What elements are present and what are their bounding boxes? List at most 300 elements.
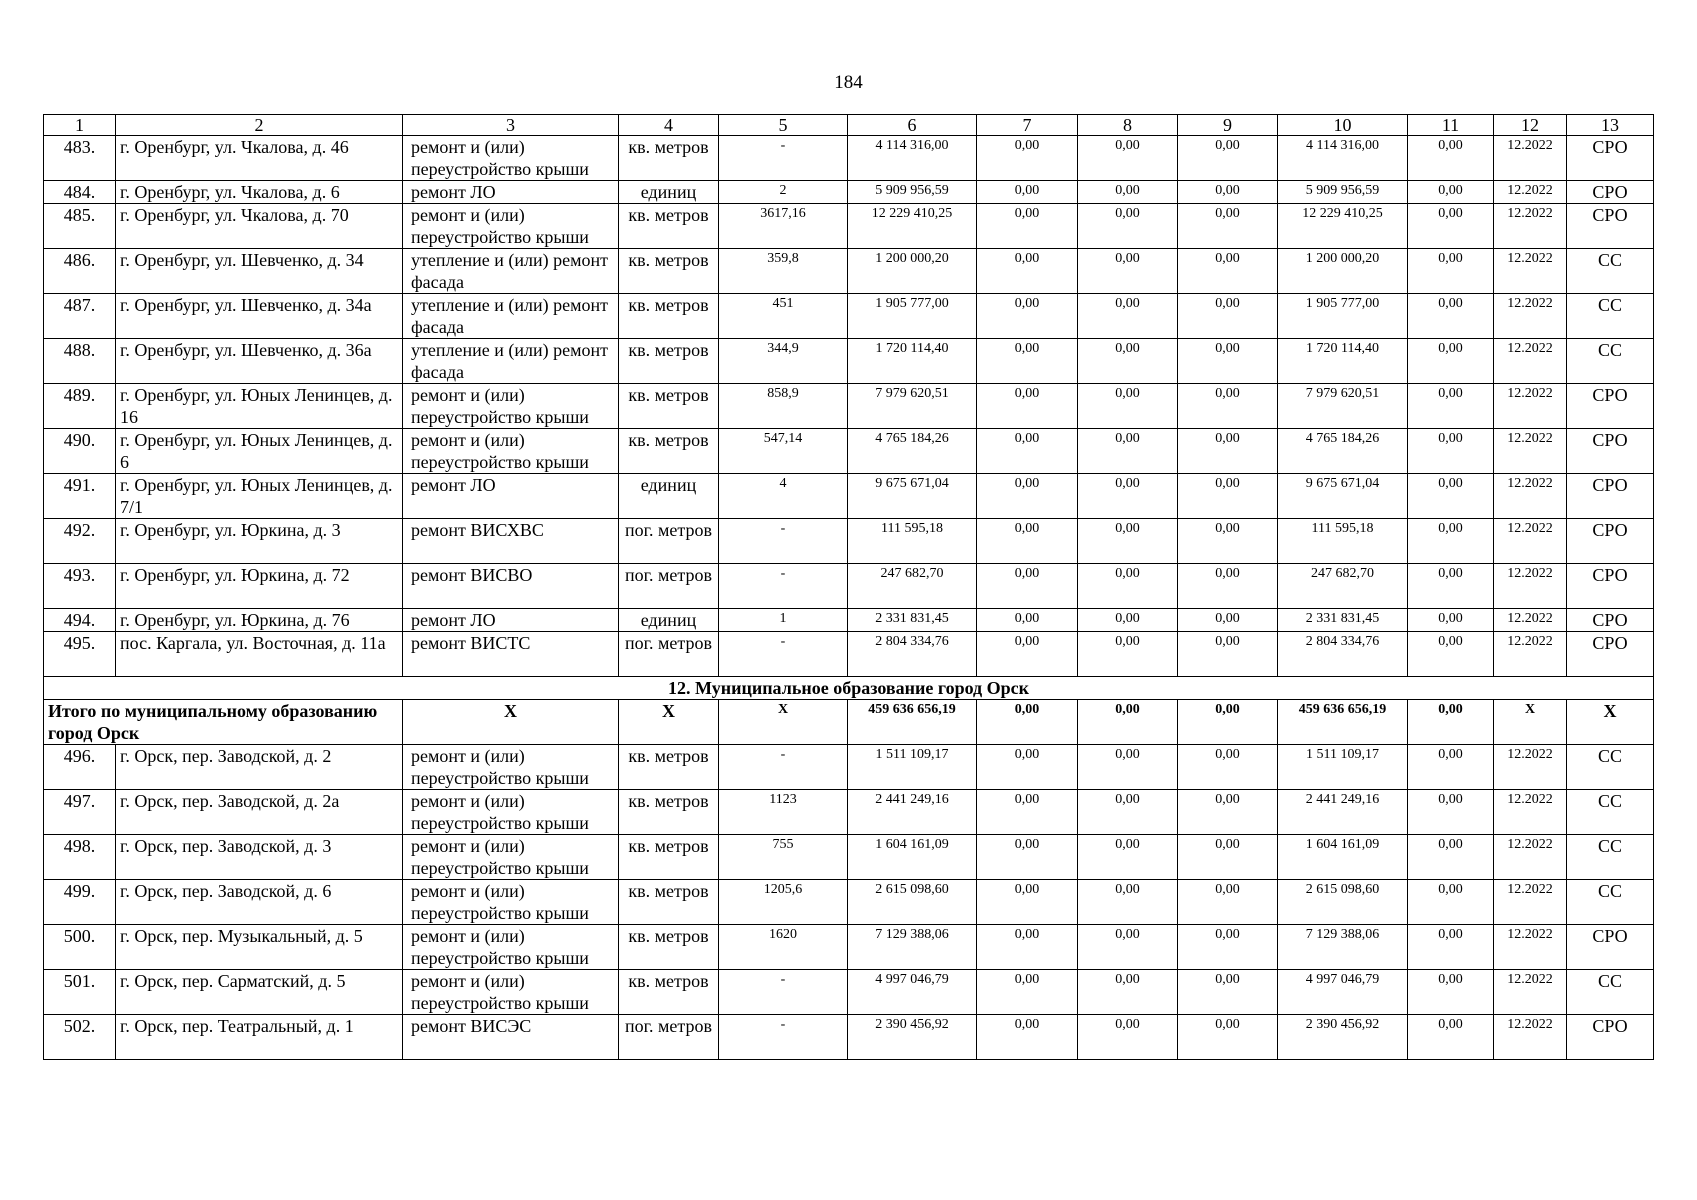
deadline-cell: 12.2022 (1494, 204, 1567, 249)
quantity-cell: 858,9 (719, 384, 848, 429)
work-type-cell: ремонт ВИСВО (403, 564, 619, 609)
value-cell: 0,00 (977, 474, 1078, 519)
address-cell: г. Орск, пер. Заводской, д. 2а (116, 790, 403, 835)
value-cell: 0,00 (1178, 204, 1278, 249)
value-cell: 0,00 (977, 632, 1078, 677)
cost-cell: 1 200 000,20 (1278, 249, 1408, 294)
work-type-cell: ремонт и (или) переустройство крыши (403, 790, 619, 835)
value-cell: 0,00 (1178, 429, 1278, 474)
total-row (44, 700, 1654, 745)
quantity-cell: 359,8 (719, 249, 848, 294)
address-cell: г. Оренбург, ул. Шевченко, д. 34а (116, 294, 403, 339)
cost-cell: 1 604 161,09 (1278, 835, 1408, 880)
cost-cell: 1 905 777,00 (1278, 294, 1408, 339)
cost-cell: 1 511 109,17 (848, 745, 977, 790)
quantity-cell: 4 (719, 474, 848, 519)
value-cell: 0,00 (1178, 294, 1278, 339)
row-number-cell: 494. (44, 609, 116, 632)
quantity-cell: 451 (719, 294, 848, 339)
value-cell: 0,00 (1408, 835, 1494, 880)
value-cell: 0,00 (1178, 384, 1278, 429)
total-label: Итого по муниципальному образованию город Орск (44, 700, 403, 745)
value-cell: 0,00 (977, 835, 1078, 880)
total-cell: 459 636 656,19 (1278, 700, 1408, 745)
table-row (44, 294, 1654, 339)
value-cell: 0,00 (1178, 249, 1278, 294)
value-cell: 0,00 (1408, 609, 1494, 632)
address-cell: г. Орск, пер. Театральный, д. 1 (116, 1015, 403, 1060)
section-heading-row (44, 677, 1654, 700)
total-cell: X (403, 700, 619, 745)
quantity-cell: 1 (719, 609, 848, 632)
column-number: 1 (44, 115, 116, 136)
deadline-cell: 12.2022 (1494, 136, 1567, 181)
method-cell: СРО (1567, 519, 1654, 564)
work-type-cell: ремонт и (или) переустройство крыши (403, 384, 619, 429)
quantity-cell: - (719, 519, 848, 564)
quantity-cell: 344,9 (719, 339, 848, 384)
value-cell: 0,00 (1078, 474, 1178, 519)
cost-cell: 4 765 184,26 (848, 429, 977, 474)
value-cell: 0,00 (1408, 294, 1494, 339)
table-row (44, 474, 1654, 519)
value-cell: 0,00 (1408, 429, 1494, 474)
deadline-cell: 12.2022 (1494, 294, 1567, 339)
unit-cell: кв. метров (619, 429, 719, 474)
quantity-cell: - (719, 1015, 848, 1060)
cost-cell: 12 229 410,25 (848, 204, 977, 249)
value-cell: 0,00 (1078, 1015, 1178, 1060)
deadline-cell: 12.2022 (1494, 249, 1567, 294)
column-number: 4 (619, 115, 719, 136)
cost-cell: 7 979 620,51 (848, 384, 977, 429)
method-cell: СРО (1567, 474, 1654, 519)
cost-cell: 7 129 388,06 (1278, 925, 1408, 970)
value-cell: 0,00 (977, 970, 1078, 1015)
method-cell: СРО (1567, 609, 1654, 632)
value-cell: 0,00 (1408, 136, 1494, 181)
deadline-cell: 12.2022 (1494, 429, 1567, 474)
quantity-cell: - (719, 136, 848, 181)
table-row (44, 249, 1654, 294)
total-cell: 0,00 (1178, 700, 1278, 745)
method-cell: СРО (1567, 384, 1654, 429)
method-cell: СРО (1567, 564, 1654, 609)
method-cell: СРО (1567, 925, 1654, 970)
address-cell: г. Орск, пер. Сарматский, д. 5 (116, 970, 403, 1015)
cost-cell: 4 765 184,26 (1278, 429, 1408, 474)
address-cell: г. Оренбург, ул. Юркина, д. 72 (116, 564, 403, 609)
cost-cell: 5 909 956,59 (1278, 181, 1408, 204)
method-cell: СРО (1567, 204, 1654, 249)
address-cell: г. Орск, пер. Заводской, д. 6 (116, 880, 403, 925)
cost-cell: 2 331 831,45 (1278, 609, 1408, 632)
row-number-cell: 491. (44, 474, 116, 519)
row-number-cell: 497. (44, 790, 116, 835)
value-cell: 0,00 (977, 249, 1078, 294)
column-number: 10 (1278, 115, 1408, 136)
total-cell: X (1494, 700, 1567, 745)
table-row (44, 204, 1654, 249)
cost-cell: 111 595,18 (1278, 519, 1408, 564)
quantity-cell: 1205,6 (719, 880, 848, 925)
column-number: 6 (848, 115, 977, 136)
unit-cell: единиц (619, 609, 719, 632)
value-cell: 0,00 (977, 339, 1078, 384)
quantity-cell: - (719, 970, 848, 1015)
table-row (44, 339, 1654, 384)
value-cell: 0,00 (977, 609, 1078, 632)
unit-cell: кв. метров (619, 204, 719, 249)
address-cell: пос. Каргала, ул. Восточная, д. 11а (116, 632, 403, 677)
value-cell: 0,00 (977, 925, 1078, 970)
unit-cell: кв. метров (619, 880, 719, 925)
cost-cell: 111 595,18 (848, 519, 977, 564)
row-number-cell: 498. (44, 835, 116, 880)
value-cell: 0,00 (977, 564, 1078, 609)
table-row (44, 181, 1654, 204)
table-row (44, 745, 1654, 790)
value-cell: 0,00 (1178, 181, 1278, 204)
row-number-cell: 501. (44, 970, 116, 1015)
column-number: 13 (1567, 115, 1654, 136)
cost-cell: 247 682,70 (1278, 564, 1408, 609)
value-cell: 0,00 (1178, 609, 1278, 632)
deadline-cell: 12.2022 (1494, 339, 1567, 384)
method-cell: СРО (1567, 181, 1654, 204)
column-number: 8 (1078, 115, 1178, 136)
repair-schedule-table (43, 114, 1654, 1060)
deadline-cell: 12.2022 (1494, 925, 1567, 970)
value-cell: 0,00 (1078, 880, 1178, 925)
row-number-cell: 484. (44, 181, 116, 204)
cost-cell: 7 979 620,51 (1278, 384, 1408, 429)
cost-cell: 1 200 000,20 (848, 249, 977, 294)
value-cell: 0,00 (1078, 925, 1178, 970)
value-cell: 0,00 (977, 519, 1078, 564)
work-type-cell: ремонт и (или) переустройство крыши (403, 835, 619, 880)
unit-cell: кв. метров (619, 745, 719, 790)
row-number-cell: 488. (44, 339, 116, 384)
row-number-cell: 490. (44, 429, 116, 474)
row-number-cell: 485. (44, 204, 116, 249)
work-type-cell: ремонт и (или) переустройство крыши (403, 970, 619, 1015)
row-number-cell: 487. (44, 294, 116, 339)
address-cell: г. Оренбург, ул. Юркина, д. 3 (116, 519, 403, 564)
value-cell: 0,00 (1078, 564, 1178, 609)
quantity-cell: - (719, 632, 848, 677)
value-cell: 0,00 (1078, 429, 1178, 474)
address-cell: г. Оренбург, ул. Юных Ленинцев, д. 6 (116, 429, 403, 474)
table-row (44, 970, 1654, 1015)
cost-cell: 2 441 249,16 (848, 790, 977, 835)
value-cell: 0,00 (1178, 745, 1278, 790)
quantity-cell: 3617,16 (719, 204, 848, 249)
cost-cell: 2 441 249,16 (1278, 790, 1408, 835)
row-number-cell: 495. (44, 632, 116, 677)
column-number: 5 (719, 115, 848, 136)
value-cell: 0,00 (1078, 339, 1178, 384)
method-cell: СС (1567, 835, 1654, 880)
value-cell: 0,00 (1178, 564, 1278, 609)
unit-cell: кв. метров (619, 384, 719, 429)
unit-cell: единиц (619, 474, 719, 519)
quantity-cell: 755 (719, 835, 848, 880)
method-cell: СС (1567, 790, 1654, 835)
cost-cell: 4 114 316,00 (1278, 136, 1408, 181)
work-type-cell: ремонт ЛО (403, 181, 619, 204)
value-cell: 0,00 (1408, 339, 1494, 384)
value-cell: 0,00 (1078, 745, 1178, 790)
address-cell: г. Оренбург, ул. Чкалова, д. 46 (116, 136, 403, 181)
value-cell: 0,00 (1408, 970, 1494, 1015)
value-cell: 0,00 (1408, 1015, 1494, 1060)
value-cell: 0,00 (977, 429, 1078, 474)
address-cell: г. Оренбург, ул. Шевченко, д. 36а (116, 339, 403, 384)
method-cell: СС (1567, 294, 1654, 339)
quantity-cell: 2 (719, 181, 848, 204)
address-cell: г. Оренбург, ул. Чкалова, д. 6 (116, 181, 403, 204)
quantity-cell: 1620 (719, 925, 848, 970)
column-number: 3 (403, 115, 619, 136)
address-cell: г. Оренбург, ул. Шевченко, д. 34 (116, 249, 403, 294)
method-cell: СРО (1567, 429, 1654, 474)
page-number: 184 (834, 72, 863, 93)
work-type-cell: ремонт и (или) переустройство крыши (403, 745, 619, 790)
value-cell: 0,00 (1078, 790, 1178, 835)
deadline-cell: 12.2022 (1494, 474, 1567, 519)
deadline-cell: 12.2022 (1494, 970, 1567, 1015)
unit-cell: пог. метров (619, 1015, 719, 1060)
quantity-cell: 547,14 (719, 429, 848, 474)
value-cell: 0,00 (1078, 835, 1178, 880)
work-type-cell: ремонт ВИСЭС (403, 1015, 619, 1060)
value-cell: 0,00 (977, 136, 1078, 181)
table-row (44, 564, 1654, 609)
cost-cell: 1 511 109,17 (1278, 745, 1408, 790)
value-cell: 0,00 (1178, 136, 1278, 181)
row-number-cell: 492. (44, 519, 116, 564)
table-row (44, 384, 1654, 429)
deadline-cell: 12.2022 (1494, 632, 1567, 677)
cost-cell: 7 129 388,06 (848, 925, 977, 970)
work-type-cell: ремонт ВИСТС (403, 632, 619, 677)
value-cell: 0,00 (1178, 790, 1278, 835)
unit-cell: кв. метров (619, 339, 719, 384)
unit-cell: единиц (619, 181, 719, 204)
value-cell: 0,00 (977, 204, 1078, 249)
value-cell: 0,00 (1408, 181, 1494, 204)
cost-cell: 247 682,70 (848, 564, 977, 609)
value-cell: 0,00 (1408, 474, 1494, 519)
cost-cell: 4 114 316,00 (848, 136, 977, 181)
table-row (44, 880, 1654, 925)
address-cell: г. Оренбург, ул. Юркина, д. 76 (116, 609, 403, 632)
work-type-cell: ремонт ЛО (403, 609, 619, 632)
row-number-cell: 502. (44, 1015, 116, 1060)
address-cell: г. Оренбург, ул. Юных Ленинцев, д. 7/1 (116, 474, 403, 519)
value-cell: 0,00 (1178, 880, 1278, 925)
value-cell: 0,00 (1178, 519, 1278, 564)
address-cell: г. Орск, пер. Заводской, д. 3 (116, 835, 403, 880)
value-cell: 0,00 (1408, 384, 1494, 429)
unit-cell: кв. метров (619, 294, 719, 339)
unit-cell: пог. метров (619, 564, 719, 609)
value-cell: 0,00 (1408, 519, 1494, 564)
cost-cell: 2 615 098,60 (1278, 880, 1408, 925)
deadline-cell: 12.2022 (1494, 1015, 1567, 1060)
unit-cell: пог. метров (619, 519, 719, 564)
table-row (44, 925, 1654, 970)
value-cell: 0,00 (1078, 384, 1178, 429)
value-cell: 0,00 (1408, 204, 1494, 249)
unit-cell: кв. метров (619, 835, 719, 880)
table-row (44, 519, 1654, 564)
total-cell: 0,00 (1078, 700, 1178, 745)
work-type-cell: ремонт ВИСХВС (403, 519, 619, 564)
table-row (44, 632, 1654, 677)
work-type-cell: ремонт ЛО (403, 474, 619, 519)
address-cell: г. Орск, пер. Заводской, д. 2 (116, 745, 403, 790)
value-cell: 0,00 (1178, 474, 1278, 519)
value-cell: 0,00 (1178, 835, 1278, 880)
table-row (44, 136, 1654, 181)
table-row (44, 790, 1654, 835)
work-type-cell: утепление и (или) ремонт фасада (403, 339, 619, 384)
unit-cell: кв. метров (619, 790, 719, 835)
column-number-row (44, 115, 1654, 136)
unit-cell: кв. метров (619, 136, 719, 181)
method-cell: СРО (1567, 136, 1654, 181)
deadline-cell: 12.2022 (1494, 609, 1567, 632)
value-cell: 0,00 (1408, 925, 1494, 970)
value-cell: 0,00 (1078, 294, 1178, 339)
total-cell: 0,00 (1408, 700, 1494, 745)
value-cell: 0,00 (1408, 249, 1494, 294)
deadline-cell: 12.2022 (1494, 790, 1567, 835)
cost-cell: 5 909 956,59 (848, 181, 977, 204)
total-cell: 459 636 656,19 (848, 700, 977, 745)
value-cell: 0,00 (1078, 970, 1178, 1015)
row-number-cell: 500. (44, 925, 116, 970)
value-cell: 0,00 (977, 745, 1078, 790)
total-cell: X (1567, 700, 1654, 745)
value-cell: 0,00 (1078, 249, 1178, 294)
row-number-cell: 483. (44, 136, 116, 181)
cost-cell: 4 997 046,79 (848, 970, 977, 1015)
table-row (44, 1015, 1654, 1060)
work-type-cell: ремонт и (или) переустройство крыши (403, 880, 619, 925)
value-cell: 0,00 (977, 181, 1078, 204)
column-number: 11 (1408, 115, 1494, 136)
value-cell: 0,00 (1078, 204, 1178, 249)
work-type-cell: ремонт и (или) переустройство крыши (403, 429, 619, 474)
work-type-cell: ремонт и (или) переустройство крыши (403, 136, 619, 181)
row-number-cell: 493. (44, 564, 116, 609)
value-cell: 0,00 (1178, 925, 1278, 970)
cost-cell: 2 390 456,92 (848, 1015, 977, 1060)
unit-cell: кв. метров (619, 970, 719, 1015)
row-number-cell: 496. (44, 745, 116, 790)
address-cell: г. Оренбург, ул. Юных Ленинцев, д. 16 (116, 384, 403, 429)
table-row (44, 835, 1654, 880)
deadline-cell: 12.2022 (1494, 745, 1567, 790)
cost-cell: 2 804 334,76 (848, 632, 977, 677)
quantity-cell: - (719, 564, 848, 609)
value-cell: 0,00 (1408, 745, 1494, 790)
unit-cell: пог. метров (619, 632, 719, 677)
cost-cell: 9 675 671,04 (1278, 474, 1408, 519)
value-cell: 0,00 (1408, 632, 1494, 677)
method-cell: СРО (1567, 1015, 1654, 1060)
work-type-cell: утепление и (или) ремонт фасада (403, 294, 619, 339)
method-cell: СРО (1567, 632, 1654, 677)
quantity-cell: 1123 (719, 790, 848, 835)
method-cell: СС (1567, 745, 1654, 790)
value-cell: 0,00 (1078, 136, 1178, 181)
deadline-cell: 12.2022 (1494, 564, 1567, 609)
unit-cell: кв. метров (619, 925, 719, 970)
value-cell: 0,00 (977, 1015, 1078, 1060)
cost-cell: 9 675 671,04 (848, 474, 977, 519)
row-number-cell: 489. (44, 384, 116, 429)
value-cell: 0,00 (1178, 1015, 1278, 1060)
deadline-cell: 12.2022 (1494, 519, 1567, 564)
cost-cell: 1 905 777,00 (848, 294, 977, 339)
work-type-cell: утепление и (или) ремонт фасада (403, 249, 619, 294)
value-cell: 0,00 (977, 384, 1078, 429)
address-cell: г. Орск, пер. Музыкальный, д. 5 (116, 925, 403, 970)
work-type-cell: ремонт и (или) переустройство крыши (403, 925, 619, 970)
deadline-cell: 12.2022 (1494, 384, 1567, 429)
cost-cell: 4 997 046,79 (1278, 970, 1408, 1015)
deadline-cell: 12.2022 (1494, 880, 1567, 925)
total-cell: X (719, 700, 848, 745)
cost-cell: 2 804 334,76 (1278, 632, 1408, 677)
method-cell: СС (1567, 970, 1654, 1015)
address-cell: г. Оренбург, ул. Чкалова, д. 70 (116, 204, 403, 249)
cost-cell: 1 604 161,09 (848, 835, 977, 880)
unit-cell: кв. метров (619, 249, 719, 294)
method-cell: СС (1567, 880, 1654, 925)
row-number-cell: 499. (44, 880, 116, 925)
column-number: 2 (116, 115, 403, 136)
table-row (44, 609, 1654, 632)
value-cell: 0,00 (1078, 181, 1178, 204)
value-cell: 0,00 (977, 294, 1078, 339)
value-cell: 0,00 (1078, 609, 1178, 632)
cost-cell: 1 720 114,40 (848, 339, 977, 384)
value-cell: 0,00 (977, 880, 1078, 925)
total-cell: X (619, 700, 719, 745)
value-cell: 0,00 (1178, 970, 1278, 1015)
column-number: 12 (1494, 115, 1567, 136)
deadline-cell: 12.2022 (1494, 181, 1567, 204)
column-number: 7 (977, 115, 1078, 136)
method-cell: СС (1567, 249, 1654, 294)
value-cell: 0,00 (1408, 790, 1494, 835)
section-heading: 12. Муниципальное образование город Орск (44, 677, 1654, 700)
value-cell: 0,00 (977, 790, 1078, 835)
quantity-cell: - (719, 745, 848, 790)
value-cell: 0,00 (1178, 632, 1278, 677)
value-cell: 0,00 (1078, 632, 1178, 677)
work-type-cell: ремонт и (или) переустройство крыши (403, 204, 619, 249)
total-cell: 0,00 (977, 700, 1078, 745)
value-cell: 0,00 (1078, 519, 1178, 564)
value-cell: 0,00 (1408, 880, 1494, 925)
row-number-cell: 486. (44, 249, 116, 294)
